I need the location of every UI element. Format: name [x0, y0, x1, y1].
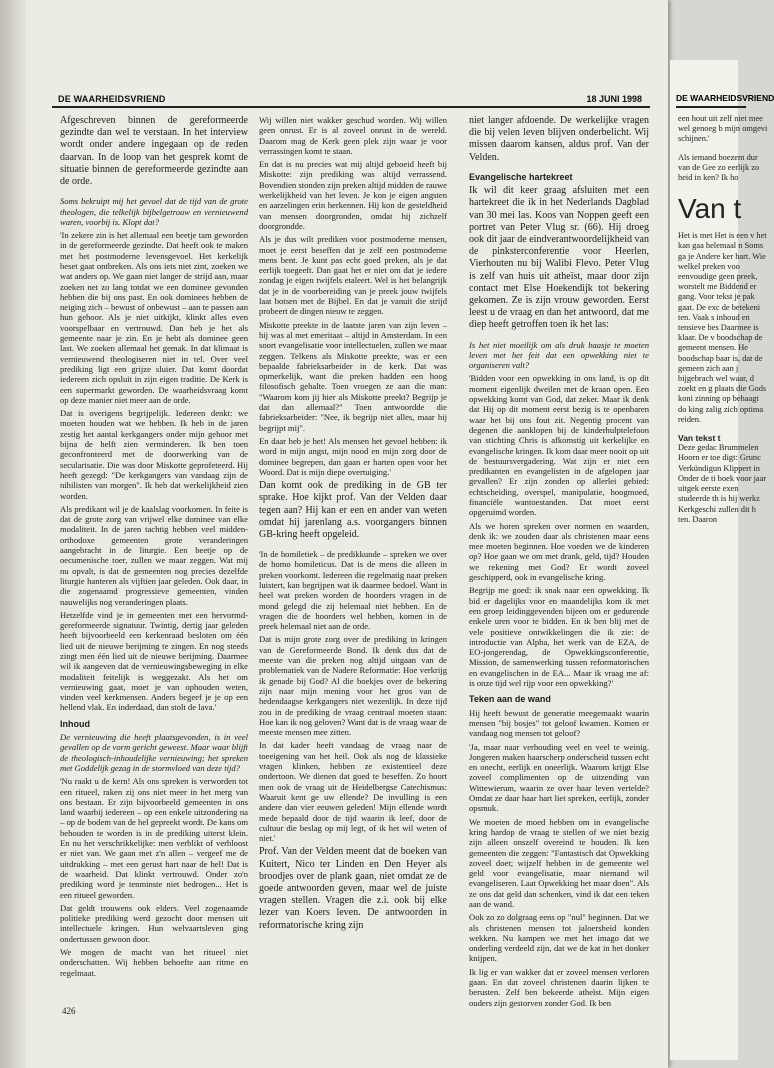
- page-number: 426: [62, 1006, 76, 1016]
- body-paragraph: Ik lig er van wakker dat er zoveel mensen verloren gaan. En dat zoveel christenen daarin lijken te berusten. Zelf ben bekeerde atheïst. Mijn eigen ouders zijn gestorven zonder God. Ik ben: [469, 966, 649, 1008]
- next-paragraph: Het is met Het is een v het kan gaa helemaal n Soms ga je Andere ker hart. Wie welkel preken voo eenvoudige geen preek, worstelt me Biddend er gang. Voor tekst je pak gaat. De exc de betekeni ten. Vaak s inhoud en tensieve bes Daarmee is klaar. De v boodschap de gemeent mensen. He boodschap baar is, dat de gemeen zich aan j bijgebrach wel waar, d zoekt en g plaats die Gods koni zinning op behaagt do king zalig zich optima reiden.: [678, 231, 767, 424]
- body-paragraph: Hetzelfde vind je in gemeenten met een hervormd-gereformeerde signatuur. Twintig, dertig jaar geleden heeft bijvoorbeeld een kerkenraad besloten om één lied uit de nieuwe berijming te zingen. En nog steeds zingt men één lied uit de nieuwe berijming. Daarmee wil ik aangeven dat de vernieuwingsbeweging in elke modaliteit feitelijk is weggezakt. Als het om vernieuwing gaat, moet je van ophouden weten, vinden veel kerkmensen. Anders begeef je je op een hellend vlak. En inderdaad, dan stolt de lava.': [60, 609, 248, 713]
- interview-question: Is het niet moeilijk om als druk baasje te moeten leven met het feit dat een opwekking niet te organiseren valt?: [469, 339, 649, 371]
- body-paragraph: 'Ja, maar naar verhouding veel en veel te weinig. Jongeren maken haarscherp onderscheid tussen echt en onecht, eerlijk en oneerlijk. Waarom krijgt Else zoveel complimenten op de uitzending van Wittewierum, waarin ze over haar leven vertelde? Omdat ze daar haar hart liet spreken, eerlijk, zonder opsmuk.: [469, 741, 649, 814]
- column-1: [60, 115, 248, 978]
- publication-title: DE WAARHEIDSVRIEND: [58, 94, 166, 104]
- body-paragraph: Dat geldt trouwens ook elders. Veel zogenaamde politieke prediking werd gezocht door mensen uit intellectuele kringen. Hun welvaartsleven ging ondertussen gewoon door.: [60, 902, 248, 944]
- body-paragraph: En dat is nu precies wat mij altijd geboeid heeft bij Miskotte: zijn prediking was altijd verrassend. Bovendien stonden zijn preken altijd midden de rauwe werkelijkheid van het leven. Je kon je eigen angsten en aarzelingen erin herkennen. Hij kon de gesteldheid van mensen doorgronden, omdat hij zichzelf doorgrondde.: [259, 159, 447, 231]
- body-paragraph: We mogen de macht van het ritueel niet onderschatten. Wij hebben behoefte aan ritme en regelmaat.: [60, 947, 248, 978]
- intro-paragraph: Afgeschreven binnen de gereformeerde gezindte dan wel te verstaan. In het interview wordt onder andere ingegaan op de reden daarvan. In de loop van het gesprek komt de situatie binnen de gereformeerde gezindte aan de orde.: [60, 115, 248, 188]
- header-rule: [52, 106, 650, 108]
- intro-paragraph: Ik wil dit keer graag afsluiten met een hartekreet die ik in het Nederlands Dagblad van 30 mei las. Koos van Noppen geeft een portret van Peter Vlug sr. (66). Hij droeg ook dit jaar de eindverantwoordelijkheid van de pinksterconferentie voor Heerlen, Vierhouten nu bij Walibi Flevo. Peter Vlug is zelf van huis uit atheïst, maar door zijn contact met Else Hoekendijk tot bekering gekomen. Ze is zijn vrouw geworden. Eerst leest u de vraag en dan het antwoord, dat me diep heeft getroffen toen ik het las:: [469, 185, 649, 331]
- body-paragraph: Dat is mijn grote zorg over de prediking in kringen van de Gereformeerde Bond. Ik denk dus dat de meeste van die preken nog altijd uitgaan van de problematiek van de Nadere Reformatie: Hoe verkrijg ik genade bij God? Al die boekjes over de bekering zijn naar mijn mening voor het gros van de hedendaagse kerkgangers niet wezenlijk. In deze tijd zou in de prediking de vraag centraal moeten staan: Hoe kan ik nog geloven? Want dat is de vraag waar de meeste mensen mee zitten.: [259, 634, 447, 738]
- body-paragraph: Miskotte preekte in de laatste jaren van zijn leven – hij was al met emeritaat – altijd in Amsterdam. In een soort evangelisatie voor intellectuelen, zullen we maar zeggen. Telkens als Miskotte preekte, was er een bepaalde fabrieksarbeider in de kerk. Dat was opmerkelijk, want die preken hadden een hoog filosofisch gehalte. Toen vroegen ze aan die man: "Waarom kom jij hier als Miskotte preekt? Begrijp je dat dan allemaal?" Toen antwoordde die fabrieksarbeider: "Nee, ik begrijp niet alles, maar hij begrijpt mij".: [259, 319, 447, 433]
- column-3: [469, 115, 649, 1008]
- intro-paragraph: niet langer afdoende. De werkelijke vragen die bij velen leven blijven onderbelicht. Wij missen daarom kansen, aldus prof. Van der Velden.: [469, 115, 649, 163]
- next-subheading: Van tekst t: [678, 433, 721, 444]
- body-paragraph: Hij heeft bewust de generatie meegemaakt waarin mensen "bij bosjes" tot geloof kwamen. Komen er vandaag nog mensen tot geloof?: [469, 707, 649, 739]
- body-paragraph: Ook zo zo dolgraag eens op "nul" beginnen. Dat we als christenen mensen tot jaloersheid konden wekken. Nu kampen we met het imago dat we onderling verdeeld zijn, dat we de kat in het donker knijpen.: [469, 912, 649, 964]
- body-paragraph: 'In zekere zin is het allemaal een beetje tam geworden in de gereformeerde gezindte. Dat heeft ook te maken met het postmoderne levensgevoel. Het kerkelijk beset gaat ontbreken. Als ons iets niet zint, zoeken we wat anders op. We gaan niet langer de strijd aan, maar zoeken net zo lang totdat we een dominee gevonden hebben die bij ons past. En ook dominees hebben de neiging zich – bewust of onbewust – aan te passen aan hun gehoor. Als je niet uitkijkt, klinkt alles even voorspelbaar en vertrouwd. Dan heb je het als gemeente naar je zin. En je hebt als dominee geen last. We zoeken allemaal het gemak. In dat klimaat is vernieuwend theologiseren niet in tel. Over veel prediking ligt een grijze sluier. Dat komt doordat iedereen zich opsluit in zijn eigen traditie. De Kerk is een supermarkt geworden. De waarheidsvraag komt op deze manier niet meer aan de orde.: [60, 230, 248, 405]
- subheading: Teken aan de wand: [469, 694, 551, 705]
- body-paragraph: Wij willen niet wakker geschud worden. Wij willen geen onrust. Er is al zoveel onrust in de wereld. Daarom mag de Kerk geen plek zijn waar je voor verrassingen komt te staan.: [259, 115, 447, 156]
- body-paragraph: Dat is overigens begrijpelijk. Iedereen denkt: we moeten houden wat we hebben. Ik heb in de jaren zestig het aantal kerkgangers onder mijn gehoor met bijna de helft zien verminderen. Ik ben toen geconfronteerd met de doorwerking van de secularisatie. Die was door Miskotte geprofeteerd. Hij heeft gezegd: "De kerkgangers van vandaag zijn de nihilisten van morgen". Ik heb dat werkelijkheid zien worden.: [60, 408, 248, 501]
- next-paragraph: Als iemand boezem dur van de Gee zo eerlijk zo heid in ken? Ik ho: [678, 152, 760, 183]
- next-paragraph: een hout uit zelf niet mee wel genoeg b mijn omgevi schijnen.': [678, 114, 768, 144]
- body-paragraph: Als we horen spreken over normen en waarden, denk ik: we zouden daar als christenen maar eens mee moeten beginnen. Hoe voeden we de kinderen op? Hoe gaan we om met drank, geld, tijd? Houden we rekening met God? Er wordt zoveel geschipperd, ook in evangelische kring.: [469, 520, 649, 583]
- next-article-title: Van t: [678, 193, 742, 225]
- subheading: Evangelische hartekreet: [469, 171, 573, 182]
- column-2: [259, 115, 447, 965]
- body-paragraph: 'Nu raakt u de kern! Als ons spreken is verworden tot een ritueel, raken zij ons niet meer in het merg van ons bestaan. Er zijn bijvoorbeeld gemeenten in ons land waarbij iedereen – op een enkele uitzondering na – op de bodem van de hel gepreekt wordt. De kans om behouden te worden is in de prediking uiterst klein. En nu het verschrikkelijke: men verblikt of verbloost er niet van. We gaan met z'n allen – vergeef me de uitdrukking – met een gerust hart naar de hel! Dat is de waarheid. Dat klinkt vertrouwd. Onder zo'n prediking word je tenminste niet bedrogen... Het is een ritueel geworden.: [60, 776, 248, 900]
- next-page-text: [678, 114, 768, 525]
- next-header-rule: [676, 106, 746, 108]
- body-paragraph: We moeten de moed hebben om in evangelische kring hardop de vraag te stellen of we niet bezig zijn alleen onszelf overeind te houden. Ik ken gemeenten die zeggen: "Fantastisch dat Opwekking zoveel doet; wijzelf hebben in de gemeente wel geld voor evangelisatie, maar niemand wil evangeliseren. Laat Opwekking het maar doen". Als ze ons dat geld dan schenken, vind ik dat een teken aan de wand.: [469, 816, 649, 909]
- page-gutter: [0, 0, 26, 1068]
- interview-question: Soms bekruipt mij het gevoel dat de tijd van de grote theologen, die telkelijk bijbelgetrouw en vernieuwend waren, voorbij is. Klopt dat?: [60, 196, 248, 227]
- interview-question: De vernieuwing die heeft plaatsgevonden, is in veel gevallen op de vorm gericht geweest. Maar waar blijft de theologisch-inhoudelijke vernieuwing; het spreken met Goddelijk gezag in de stormvloed van deze tijd?: [60, 732, 248, 773]
- body-paragraph: Als predikant wil je de kaalslag voorkomen. In feite is dat de grote zorg van vrijwel elke dominee van elke modaliteit. In de jaren tachtig hebben veel midden-orthodoxe gemeenten grote veranderingen aangebracht in de liturgie. Een beetje op de oecumenische toer, zullen we maar zeggen. Wat mij nu opvalt, is dat de gemeenten nog precies dezelfde liturgie hanteren als vijftien jaar geleden. Ook daar, in die zogenaamd progressieve gemeenten, vinden nauwelijks nog veranderingen plaats.: [60, 503, 248, 607]
- subheading: Inhoud: [60, 718, 90, 729]
- body-paragraph: Als je dus wilt prediken voor postmoderne mensen, moet je eerst beseffen dat je zelf een postmoderne mens bent. Je kunt pas echt goed preken, als je dat eerlijk toegeeft. Dan gaat het er niet om dat je iedere zondag je eigen twijfels etaleert. Wel is het belangrijk dat je in de voorbereiding van je preek jouw twijfels laat botsen met de Bijbel. En dat je vanuit die strijd probeert de dingen nieuw te zeggen.: [259, 234, 447, 317]
- next-page-header: DE WAARHEIDSVRIEND: [676, 93, 774, 103]
- body-paragraph: 'Bidden voor een opwekking in ons land, is op dit moment eigenlijk dweilen met de kraan open. Een opwekking komt van God, dat zeker. Maar ik denk dat Hij op dit moment eerst bezig is te openbaren waar het bij ons fout zit. Negentig procent van degenen die aanklopen bij de kinderhulptelefoon van stichting Chris is afkomstig uit kerkelijke en evangelische kringen. Ik kom daar meer nooit op uit de bestuursvergadering. Wat zijn er niet een predikanten en evangelisten in de afgelopen jaar gevallen? Er zijn zonden op allerlei gebied: echtscheiding, overspel, manipulatie, hoogmoed, financiële wantoestanden. Dat moet eerst opgeruimd worden.: [469, 373, 649, 518]
- next-page-edge: [670, 60, 774, 1060]
- body-paragraph: Begrijp me goed: ik snak naar een opwekking. Ik bid er dagelijks voor en maandelijks kom ik met een groep leidinggevenden bijeen om er gedurende enkele uren voor te bidden. En ik ben blij met de vele positieve ontwikkelingen die ik zie: de introductie van Alpha, het werk van de EZA, de EO-jongerendag, de Opwekkingsconferentie, Mission, de samenwerking tussen reformatorischen en evangelischen in de EA... Maar ik vraag me af: is onze tijd wel rijp voor een opwekking?': [469, 585, 649, 689]
- body-paragraph: In dat kader heeft vandaag de vraag naar de toeeigening van het heil. Ook als nog de klassieke vragen klinken, hebben ze existentieel deze ondertoon. We dienen dat goed te beseffen. Zo hoort men ook de vraag uit de Heidelbergse Catechismus: Waaruit kent ge uw ellende? De invulling is een andere dan vier eeuwen geleden! Mijn ellende wordt mede bepaald door de tijd waarin ik leef, door de cultuur die beslag op mij legt, of ik het wil weten of niet.': [259, 740, 447, 844]
- next-paragraph: Deze gedac Brummelen Hoorn er toe digt: Grunc Verkündigun Klippert in Onder de ti boek voor jaar uitgek eerste exen studeerde th is hij werkz Kerkgeschi zullen dit h ten. Daaron: [678, 443, 767, 524]
- issue-date: 18 JUNI 1998: [586, 94, 642, 104]
- body-paragraph: 'In de homiletiek – de predikkunde – spreken we over de homo homileticus. Dat is de mens die alleen in preken voorkomt. Iedereen die regelmatig naar preken luistert, kan begrijpen wat ik daarmee bedoel. Want in heel wat preken worden de hoorders vragen in de mond gelegd die zij helemaal niet hebben. En de vragen die de hoorders wel hebben, komen in de preek helemaal niet aan de orde.: [259, 549, 447, 632]
- body-paragraph: En daar heb je het! Als mensen het gevoel hebben: ik word in mijn angst, mijn nood en mijn zorg door de dominee begrepen, dan gaan er harten open voor het Woord. Dat is mijn diepe overtuiging.': [259, 435, 447, 477]
- intro-paragraph: Dan komt ook de prediking in de GB ter sprake. Hoe kijkt prof. Van der Velden daar tegen aan? Hij kan er een en ander van weten omdat hij jarenlang a.s. voorgangers binnen GB-kring heeft opgeleid.: [259, 480, 447, 540]
- intro-paragraph: Prof. Van der Velden meent dat de boeken van Kuitert, Nico ter Linden en Den Heyer als broodjes over de plank gaan, niet omdat ze de goede antwoorden geven, maar wel de juiste vragen stellen. Vragen die z.i. ook bij elke lezer van Koers leven. De antwoorden in reformatorische kring zijn: [259, 846, 447, 931]
